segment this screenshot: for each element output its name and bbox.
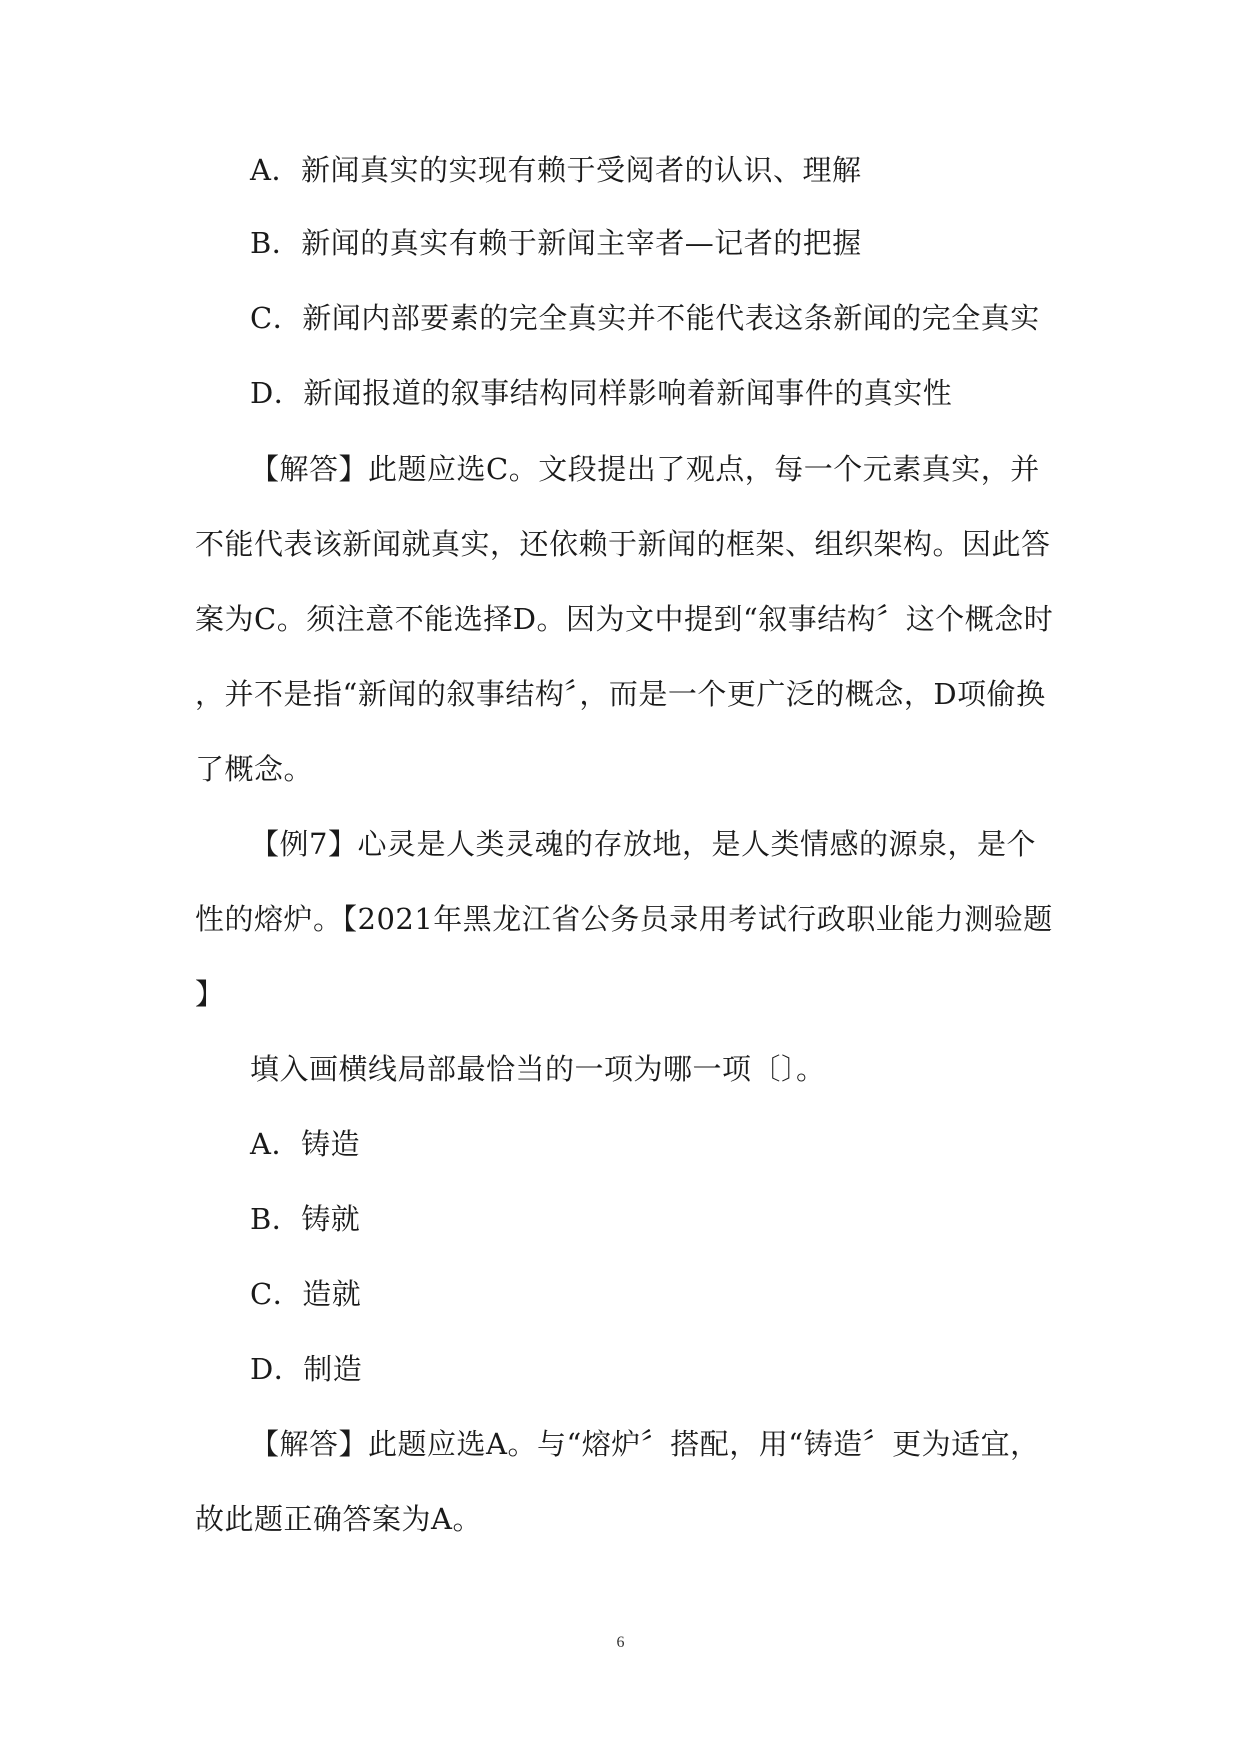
example-paragraph-line: 【例7】心灵是人类灵魂的存放地，是人类情感的源泉，是个 — [250, 827, 1036, 861]
option-b-line: B．铸就 — [250, 1202, 361, 1236]
answer-paragraph-line: 案为C。须注意不能选择D。因为文中提到“叙事结构〞这个概念时 — [195, 602, 1054, 636]
option-a-line: A．铸造 — [250, 1127, 360, 1161]
answer-paragraph-line: 【解答】此题应选A。与“熔炉〞搭配，用“铸造〞更为适宜， — [250, 1427, 1040, 1461]
example-paragraph-line: 性的熔炉。【2021年黑龙江省公务员录用考试行政职业能力测验题 — [195, 902, 1053, 936]
option-d-line: D．新闻报道的叙事结构同样影响着新闻事件的真实性 — [250, 376, 953, 410]
page-number: 6 — [616, 1634, 625, 1651]
option-d-line: D．制造 — [250, 1352, 363, 1386]
answer-paragraph-line: ，并不是指“新闻的叙事结构〞，而是一个更广泛的概念，D项偷换 — [195, 677, 1046, 711]
option-c-line: C．造就 — [250, 1277, 362, 1311]
example-paragraph-line: 】 — [195, 977, 225, 1011]
option-c-line: C．新闻内部要素的完全真实并不能代表这条新闻的完全真实 — [250, 301, 1040, 335]
answer-paragraph-line: 故此题正确答案为A。 — [195, 1502, 482, 1536]
question-line: 填入画横线局部最恰当的一项为哪一项〔〕。 — [250, 1052, 826, 1086]
answer-paragraph-line: 不能代表该新闻就真实，还依赖于新闻的框架、组织架构。因此答 — [195, 527, 1051, 561]
option-a-line: A．新闻真实的实现有赖于受阅者的认识、理解 — [250, 153, 862, 187]
answer-paragraph-line: 了概念。 — [195, 752, 314, 786]
answer-paragraph-line: 【解答】此题应选C。文段提出了观点，每一个元素真实，并 — [250, 452, 1040, 486]
option-b-line: B．新闻的真实有赖于新闻主宰者—记者的把握 — [250, 226, 862, 260]
